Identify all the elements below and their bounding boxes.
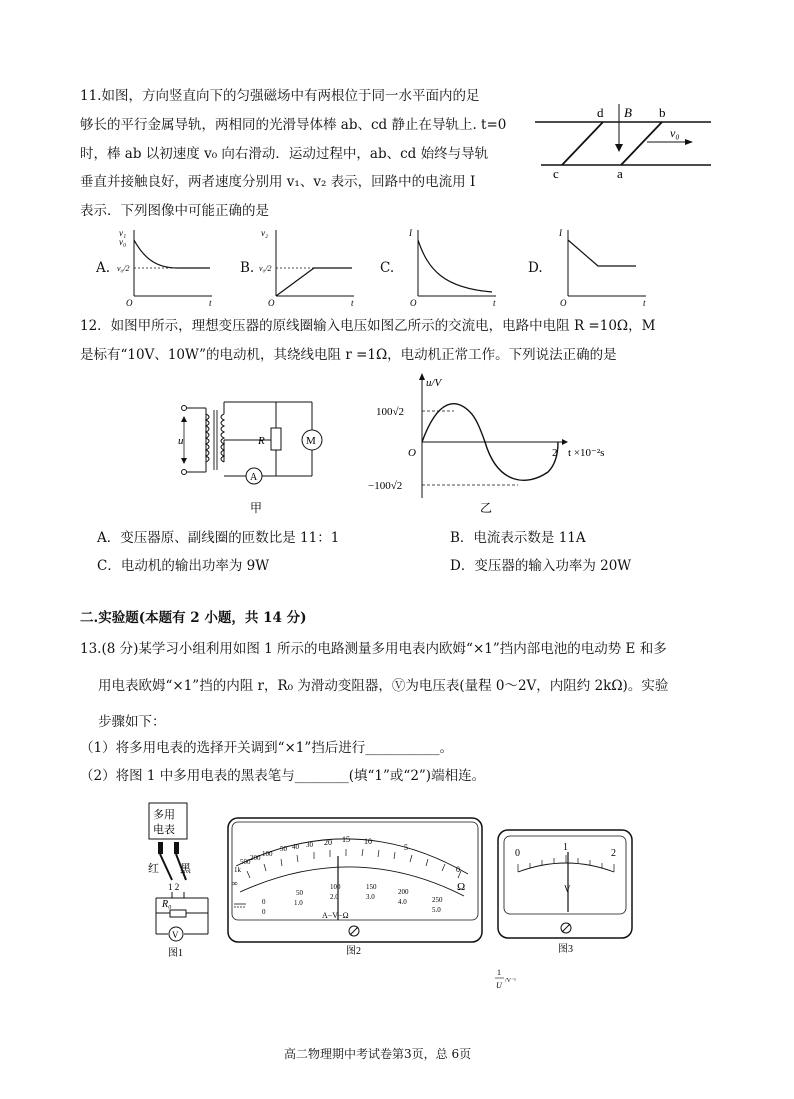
q13-line-1: 13.(8 分)某学习小组利用如图 1 所示的电路测量多用电表内欧姆“×1”挡内部电池的电动势 E 和多 [80,641,667,657]
svg-text:v₀: v₀ [119,237,127,247]
fig3-tick-2: 2 [611,848,616,859]
m-label: M [306,435,316,447]
q11-option-b-label: B. [240,260,255,276]
label-d: d [597,105,604,120]
svg-text:O: O [560,298,567,308]
caption-jia: 甲 [250,501,263,515]
svg-text:O: O [410,298,417,308]
caption-yi: 乙 [480,501,493,515]
svg-text:v₀/2: v₀/2 [259,264,272,273]
svg-text:t: t [643,298,646,308]
fig3-tick-0: 0 [515,848,520,859]
q13-fig3-voltmeter [496,828,636,968]
q12-transformer-circuit [178,400,328,520]
q11-option-a-graph [116,226,216,306]
r0-label: R₀ [162,899,172,910]
fig2-ohm-tick-200: 200 [250,854,261,862]
q11-option-c-graph [400,226,500,306]
svg-text:t: t [209,298,212,308]
q12-option-a: A．变压器原、副线圈的匝数比是 11：1 [97,530,340,546]
fig2-ohm-tick-100: 100 [262,850,273,858]
q13-line-3: 步骤如下： [98,714,166,730]
fig2-ohm-tick-15: 15 [342,835,350,844]
q12-option-c: C．电动机的输出功率为 9W [97,558,270,574]
frag-den: U [496,981,502,990]
q11-option-d-graph [550,226,650,306]
r-label: R [258,435,265,447]
label-a: a [617,166,623,181]
frag-num: 1 [497,968,501,977]
ymax-label: 100√2 [376,406,405,418]
fig2-v-bot-1: 1.0 [294,899,303,907]
black-label: 黑 [180,863,191,875]
fig2-ohm-tick-500: 500 [240,858,251,866]
fig2-ohm-tick-inf: ∞ [232,879,238,888]
svg-text:t: t [351,298,354,308]
q12-option-b: B．电流表示数是 11A [450,530,586,546]
fig2-v-top-50: 50 [296,889,303,897]
q11-line-1: 11.如图，方向竖直向下的匀强磁场中有两根位于同一水平面内的足 [80,88,480,104]
fig1-box-line2: 电表 [153,824,175,836]
label-B: B [624,105,632,120]
q11-option-b-graph [258,226,358,306]
fig3-caption: 图3 [558,944,573,955]
q13-step-1: （1）将多用电表的选择开关调到“×1”挡后进行___________。 [80,740,454,756]
fig2-ohm-tick-1k: 1k [234,866,241,874]
x-axis-label: t ×10⁻²s [568,447,605,459]
label-c: c [553,166,559,181]
origin-label: O [408,447,416,459]
q12-option-d: D．变压器的输入功率为 20W [450,558,632,574]
fig2-ohm-tick-40: 40 [292,843,299,851]
xtick-label: 2 [552,447,558,459]
q12-voltage-waveform [368,372,628,522]
page-footer: 高二物理期中考试卷第3页，总 6页 [284,1047,472,1061]
q13-line-2: 用电表欧姆“×1”挡的内阻 r，R₀ 为滑动变阻器，Ⓥ为电压表(量程 0～2V，内阻约 2kΩ)。实验 [98,678,669,694]
fig2-v-bot-4: 4.0 [398,898,407,906]
fig2-v-bot-3: 3.0 [366,893,375,901]
q11-line-2: 够长的平行金属导轨，两相同的光滑导体棒 ab、cd 静止在导轨上. t=0 [80,117,507,133]
frag-unit: /V⁻¹ [505,978,516,984]
label-v0: v₀ [670,126,680,140]
fig2-ohm-tick-0: 0 [456,865,460,874]
q11-line-5: 表示．下列图像中可能正确的是 [80,203,269,219]
fig2-v-top-100: 100 [330,883,341,891]
q11-line-4: 垂直并接触良好，两者速度分别用 v₁、v₂ 表示，回路中的电流用 I [80,174,476,190]
q13-step-2: （2）将图 1 中多用电表的黑表笔与________(填“1”或“2”)端相连。 [80,768,486,784]
svg-text:v₂: v₂ [261,228,269,238]
fig2-v-top-150: 150 [366,883,377,891]
q13-fig1-circuit [146,800,226,960]
fig2-v-bot-5: 5.0 [432,906,441,914]
ymin-label: −100√2 [368,480,403,492]
label-b: b [659,105,666,120]
fig3-unit: V [564,884,571,894]
a-label: A [250,472,258,483]
fig2-v-top-0: 0 [262,898,266,906]
q12-line-1: 12．如图甲所示，理想变压器的原线圈输入电压如图乙所示的交流电，电路中电阻 R =10Ω，M [80,318,656,334]
fig2-caption: 图2 [346,946,361,957]
fig2-ohm-tick-10: 10 [364,837,372,846]
svg-text:I: I [559,228,562,238]
svg-text:O: O [268,298,275,308]
fraction-fragment [494,966,534,996]
fig2-v-bot-2: 2.0 [330,893,339,901]
fig1-caption: 图1 [168,948,183,959]
red-label: 红 [148,863,159,875]
fig2-ohm-unit: Ω [457,881,466,893]
fig2-v-top-200: 200 [398,888,409,896]
fig2-v-bot-0: 0 [262,908,266,916]
y-axis-label: u/V [426,377,442,389]
fig1-box-line1: 多用 [153,809,175,821]
q11-option-c-label: C. [380,260,395,276]
q12-line-2: 是标有“10V、10W”的电动机，其绕线电阻 r =1Ω，电动机正常工作。下列说法正确的是 [80,347,617,363]
fig2-center-label: A−V−Ω [322,911,349,920]
u-label: u [178,435,184,447]
v-label: V [172,930,179,940]
fig2-v-top-250: 250 [432,896,443,904]
q11-rail-figure [535,82,715,182]
fig2-ohm-tick-30: 30 [306,841,313,849]
svg-text:I: I [409,228,412,238]
fig2-ohm-tick-5: 5 [404,843,408,852]
q11-line-3: 时，棒 ab 以初速度 v₀ 向右滑动．运动过程中，ab、cd 始终与导轨 [80,146,489,162]
svg-text:v₁: v₁ [119,228,127,238]
q11-option-d-label: D. [528,260,543,276]
q13-fig2-multimeter-dial [226,816,486,966]
svg-text:t: t [493,298,496,308]
fig3-tick-1: 1 [563,842,568,853]
fig2-ohm-tick-50: 50 [280,845,287,853]
svg-text:v₀/2: v₀/2 [117,264,130,273]
fig2-ohm-tick-20: 20 [324,838,332,847]
q11-option-a-label: A. [96,260,111,276]
section-title: 二.实验题(本题有 2 小题，共 14 分) [80,610,307,626]
terminal-12: 1 2 [168,882,180,892]
svg-text:O: O [126,298,133,308]
